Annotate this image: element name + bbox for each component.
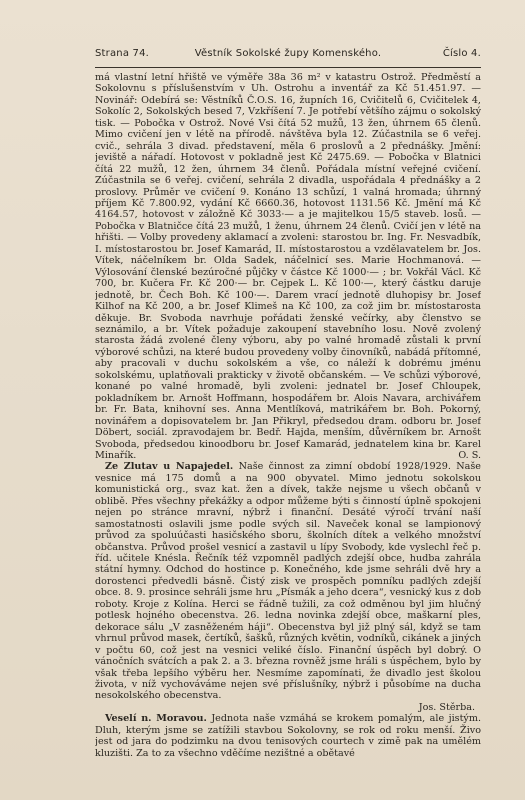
article-body (95, 72, 481, 766)
signature: Jos. Stěrba. (418, 701, 475, 713)
page-number: Strana 74. (95, 48, 150, 59)
paragraph-text: má vlastní letní hřiště ve výměře 38a 36 m² v katastru Ostrož. Předměstí a Sokolovnu s příslušenstvím v Uh. Ostrohu a inventář za Kč 51.451.97. — Novinář: Odebírá se: Věstníků Č.O.S. 16, župních 16, Cvičitelů 6, Cvičitelek 4, Sokolíc 2, Sokolských besed 7, Vzkříšení 7. Je potřebí většího zájmu o sokolský tisk. — Pobočka v Ostrož. Nové Vsi čítá 52 mužů, 13 žen, úhrnem 65 členů. Mimo cvičení jen v létě na přírodě. návštěva byla 12. Zúčastnila se 6 veřej. cvič., sehrála 3 divad. představení, měla 6 proslovů a 2 přednášky. Jmění: jeviště a nářadí. Hotovost v pokladně jest Kč 2475.69. — Pobočka v Blatnici čítá 22 mužů, 12 žen, úhrnem 34 členů. Pořádala místní veřejné cvičení. Zúčastnila se 6 veřej. cvičení, sehrála 2 divadla, uspořádala 4 přednášky a 2 proslovy. Průměr ve cvičení 9. Konáno 13 schůzí, 1 valná hromada; úhrnný příjem Kč 7.800.92, vydání Kč 6660.36, hotovost 1131.56 Kč. Jmění má Kč 4164.57, hotovost v záložně Kč 3033·— a je majitelkou 15/5 staveb. losů. — Pobočka v Blatničce čítá 23 mužů, 1 ženu, úhrnem 24 členů. Cvičí jen v létě na hřišti. — Volby provedeny aklamací a zvoleni: starostou br. Ing. Fr. Nesvadbík, I. místostarostou br. Josef Kamarád, II. místostarostou a vzdělavatelem br. Jos. Vítek, náčelníkem br. Olda Sadek, náčelnicí ses. Marie Hochmanová. — Výlosování členské bezúročné půjčky v částce Kč 1000·— ; br. Vokřál Václ. Kč 700, br. Kučera Fr. Kč 200·— br. Cejpek L. Kč 100·—, který částku daruje jednotě, br. Čech Boh. Kč 100·—. Darem vrací jednotě dluhopisy br. Josef Kilhof na Kč 200, a br. Josef Klimeš na Kč 100, za což jim br. místostarosta děkuje. Br. Svoboda navrhuje pořádati ženské večírky, aby členstvo se seznámilo, a br. Vítek požaduje zakoupení stavebního losu. Nově zvolený starosta žádá zvolené členy výboru, aby po valné hromadě zůstali k první výborové schůzi, na které budou provedeny volby činovníků, nabádá přítomné, aby pracovali v duchu sokolském a vše, co náleží k dobrému jménu sokolskému, uplatňovali prakticky v životě občanském. — Ve schůzi výborové, konané po valné hromadě, byli zvoleni: jednatel br. Josef Chloupek, pokladníkem br. Arnošt Hoffmann, hospodářem br. Alois Navara, archivářem br. Fr. Bata, knihovní ses. Anna Mentlíková, matrikářem br. Boh. Pokorný, novinářem a dopisovatelem br. Jan Přikryl, předsedou dram. odboru br. Josef Döbert, sociál. zpravodajem br. Bedř. Hajda, menším, důvěrníkem br. Arnošt Svoboda, předsedou kinoodboru br. Josef Kamarád, jednatelem kina br. Karel Minařík. (95, 72, 481, 461)
report-paragraph-2 (95, 461, 481, 713)
report-paragraph-3 (95, 713, 481, 759)
journal-title: Věstník Sokolské župy Komenského. (194, 48, 382, 59)
paragraph-text: Naše činnost za zimní období 1928/1929. Naše vesnice má 175 domů a na 900 obyvatel. Mimo jednotu sokolskou komunistická org., svaz kat. žen a dívek, takže nejsme u všech občanů v oblibě. Přes všechny překážky a odpor můžeme býti s činností úplně spokojeni nejen po stránce mravní, nýbrž i finanční. Desáté výročí trvání naší samostatnosti oslavili jsme podle svých sil. Naveček konal se lampionový průvod za spoluúčasti hasičského sboru, školních dítek a velkého množství občanstva. Průvod prošel vesnicí a zastavil u lípy Svobody, kde vyslechl řeč p. říd. učitele Knésla. Řečník též vzpomněl padlých zdejší obce, hudba zahrála státní hymny. Odchod do hostince p. Konečného, kde jsme sehráli dvě hry a dorostenci předvedli básně. Čistý zisk ve prospěch pomníku padlých zdejší obce. 8. 9. prosince sehráli jsme hru „Písmák a jeho dcera“, vesnický kus z dob roboty. Kroje z Kolína. Herci se řádně tužili, za což odměnou byl jim hlučný potlesk hojného obecenstva. 26. ledna novinka zdejší obce, maškarní ples, dekorace sálu „V zasněženém háji“. Obecenstva byl již plný sál, když se tam vhrnul průvod masek, čertíků, šašků, různých květin, vodníků, cikánek a jiných v počtu 60, což jest na vesnici veliké číslo. Finanční úspěch byl dobrý. O vánočních svátcích a pak 2. a 3. března rovněž jsme hráli s úspěchem, bylo by však třeba lepšího výběru her. Nesmíme zapomínati, že divadlo jest školou života, v níž vychováváme nejen své příslušníky, nýbrž i působíme na ducha nesokolského obecenstva. (95, 461, 481, 702)
paragraph-text: Jednota naše vzmáhá se krokem pomalým, ale jistým. Dluh, kterým jsme se zatížili stavbou Sokolovny, se rok od roku menší. Živo jest od jara do podzimku na dvou tenisových courtech v zimě pak na umělém kluzišti. Za to za všechno vděčíme nezištné a obětavé (95, 713, 481, 759)
issue-number: Číslo 4. (442, 48, 481, 59)
header-rule (95, 67, 481, 68)
section-title: Ze Zlutav u Napajedel. (105, 461, 234, 473)
page-header (95, 48, 481, 62)
report-paragraph-1 (95, 72, 481, 461)
signature: O. S. (458, 449, 481, 461)
section-title: Veselí n. Moravou. (105, 713, 207, 725)
